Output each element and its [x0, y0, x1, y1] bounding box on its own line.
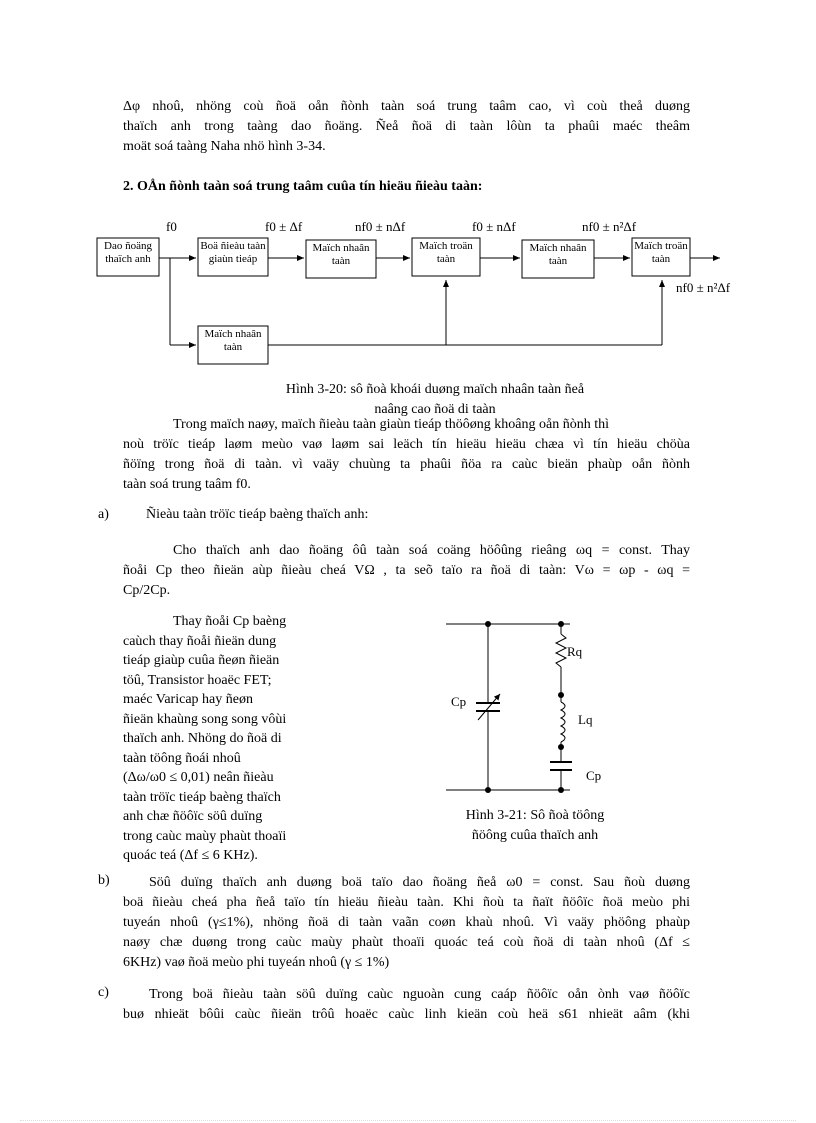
block-multiplier-1: Maïch nhaân taàn	[307, 242, 375, 276]
mid-paragraph	[123, 415, 690, 495]
text-line: taàn töông ñoái nhoû	[123, 750, 241, 766]
signal-label: nf0 ± nΔf	[355, 219, 406, 234]
text-line: moät soá taàng Naha nhö hình 3-34.	[123, 139, 326, 154]
text-line: trong caùc maùy phaùt thoaïi	[123, 828, 287, 844]
text-line: boä ñieàu cheá pha ñeå taïo tín hieäu ñieàu taàn. Khi ñoù ta ñaït ñöôïc ñoä meùo phi	[123, 895, 690, 910]
caption-line: Hình 3-20: sô ñoà khoái duøng maïch nhaân taàn ñeå	[285, 382, 585, 397]
inductor-label: Lq	[578, 712, 593, 727]
signal-label: f0 ± nΔf	[472, 219, 516, 234]
variable-capacitor-label: Cp	[451, 694, 467, 709]
item-b-paragraph	[123, 873, 690, 973]
item-c-label: c)	[98, 985, 109, 1000]
signal-label: f0	[166, 219, 177, 234]
section-heading: 2. OÅn ñònh taàn soá trung taâm cuûa tín hieäu ñieàu taàn:	[123, 179, 483, 194]
text-line: tuyeán nhoû (γ≤1%), nhöng ñoä di taàn vaãn coøn khaù nhoû. Vì vaäy phöông phaùp	[123, 915, 690, 930]
text-line: ñöïng trong ñoä di taàn. vì vaäy chuùng ta phaûi ñöa ra caùc bieän phaùp oån ñònh	[123, 457, 690, 472]
text-line: taàn tröïc tieáp baèng thaïch	[123, 789, 281, 805]
text-line: anh chæ ñöôïc söû duïng	[123, 809, 263, 824]
signal-label: f0 ± Δf	[265, 219, 303, 234]
text-line: taàn soá trung taâm f0.	[123, 477, 251, 492]
figure-20-caption	[200, 380, 670, 420]
item-b-label: b)	[98, 873, 110, 888]
text-line: Δφ nhoû, nhöng coù ñoä oån ñònh taàn soá trung taâm cao, vì coù theå duøng	[123, 99, 690, 114]
text-line: naøy chæ duøng trong caùc maùy phaùt thoaïi quoác teá coù ñoä di taàn nhoû (Δf ≤	[123, 935, 690, 950]
text-line: buø nhieät bôûi caùc ñieän trôû hoaëc caùc linh kieän coù heä s61 nhieät aâm (khi	[123, 1007, 690, 1022]
item-a-heading: Ñieàu taàn tröïc tieáp baèng thaïch anh:	[146, 507, 369, 522]
block-mixer-2: Maïch troän taàn	[633, 240, 689, 274]
block-diagram	[0, 0, 816, 420]
text-line: Cho thaïch anh dao ñoäng ôû taàn soá coäng höôûng rieâng ωq = const. Thay	[173, 543, 690, 558]
block-multiplier-2: Maïch nhaân taàn	[523, 242, 593, 276]
text-line: quoác teá (Δf ≤ 6 KHz).	[123, 848, 258, 863]
page-edge-divider	[20, 1120, 796, 1121]
text-line: maéc Varicap hay ñeøn	[123, 692, 253, 707]
series-capacitor-label: Cp	[586, 768, 602, 783]
text-line: töû, Transistor hoaëc FET;	[123, 672, 272, 688]
block-indirect-fm: Boä ñieàu taàn giaùn tieáp	[199, 240, 267, 274]
text-line: Trong boä ñieàu taàn söû duïng caùc nguoàn cung caáp ñöôïc oån ònh vaø ñöôïc	[149, 987, 690, 1002]
block-mixer-1: Maïch troän taàn	[413, 240, 479, 274]
text-line: tieáp giaùp cuûa ñeøn ñieän	[123, 653, 280, 668]
text-line: Trong maïch naøy, maïch ñieàu taàn giaùn tieáp thöôøng khoâng oån ñònh thì	[173, 417, 609, 432]
text-line: Cp/2Cp.	[123, 583, 171, 598]
item-c-paragraph	[123, 985, 690, 1025]
text-line: ñieän khaùng song song vôùi	[123, 711, 287, 727]
item-a-paragraph	[123, 541, 690, 601]
block-crystal-oscillator: Dao ñoäng thaïch anh	[98, 240, 158, 274]
item-a-column-text	[123, 612, 313, 866]
text-line: Thay ñoåi Cp baèng	[173, 614, 287, 629]
text-line: thaïch anh. Nhöng do ñoä di	[123, 731, 282, 746]
text-line: Söû duïng thaïch anh duøng boä taïo dao ñoäng ñeå ω0 = const. Sau ñoù duøng	[149, 875, 690, 890]
text-line: noù tröïc tieáp laøm meùo vaø laøm sai leäch tín hieäu hieäu chæa vì tín hieäu chöùa	[123, 437, 690, 452]
figure-21-caption	[440, 806, 630, 846]
signal-label: nf0 ± n²Δf	[582, 219, 637, 234]
caption-line: naâng cao ñoä di taàn	[374, 402, 496, 417]
text-line: thaïch anh trong taàng dao ñoäng. Ñeå ñoä di taàn lôùn ta phaûi maéc theâm	[123, 119, 690, 134]
caption-line: Hình 3-21: Sô ñoà töông	[465, 808, 605, 823]
block-multiplier-3: Maïch nhaân taàn	[199, 328, 267, 362]
item-a-label: a)	[98, 507, 109, 522]
text-line: (Δω/ω0 ≤ 0,01) neân ñieàu	[123, 770, 274, 785]
caption-line: ñöông cuûa thaïch anh	[471, 828, 599, 843]
signal-label: nf0 ± n²Δf	[676, 280, 731, 295]
text-line: 6KHz) vaø ñoä meùo phi tuyeán nhoû (γ ≤ 1%)	[123, 955, 390, 970]
text-line: caùch thay ñoåi ñieän dung	[123, 633, 277, 649]
text-line: ñoåi Cp theo ñieän aùp ñieàu cheá VΩ , ta seõ taïo ra ñoä di taàn: Vω = ωp - ωq =	[123, 563, 690, 578]
resistor-label: Rq	[567, 644, 583, 659]
